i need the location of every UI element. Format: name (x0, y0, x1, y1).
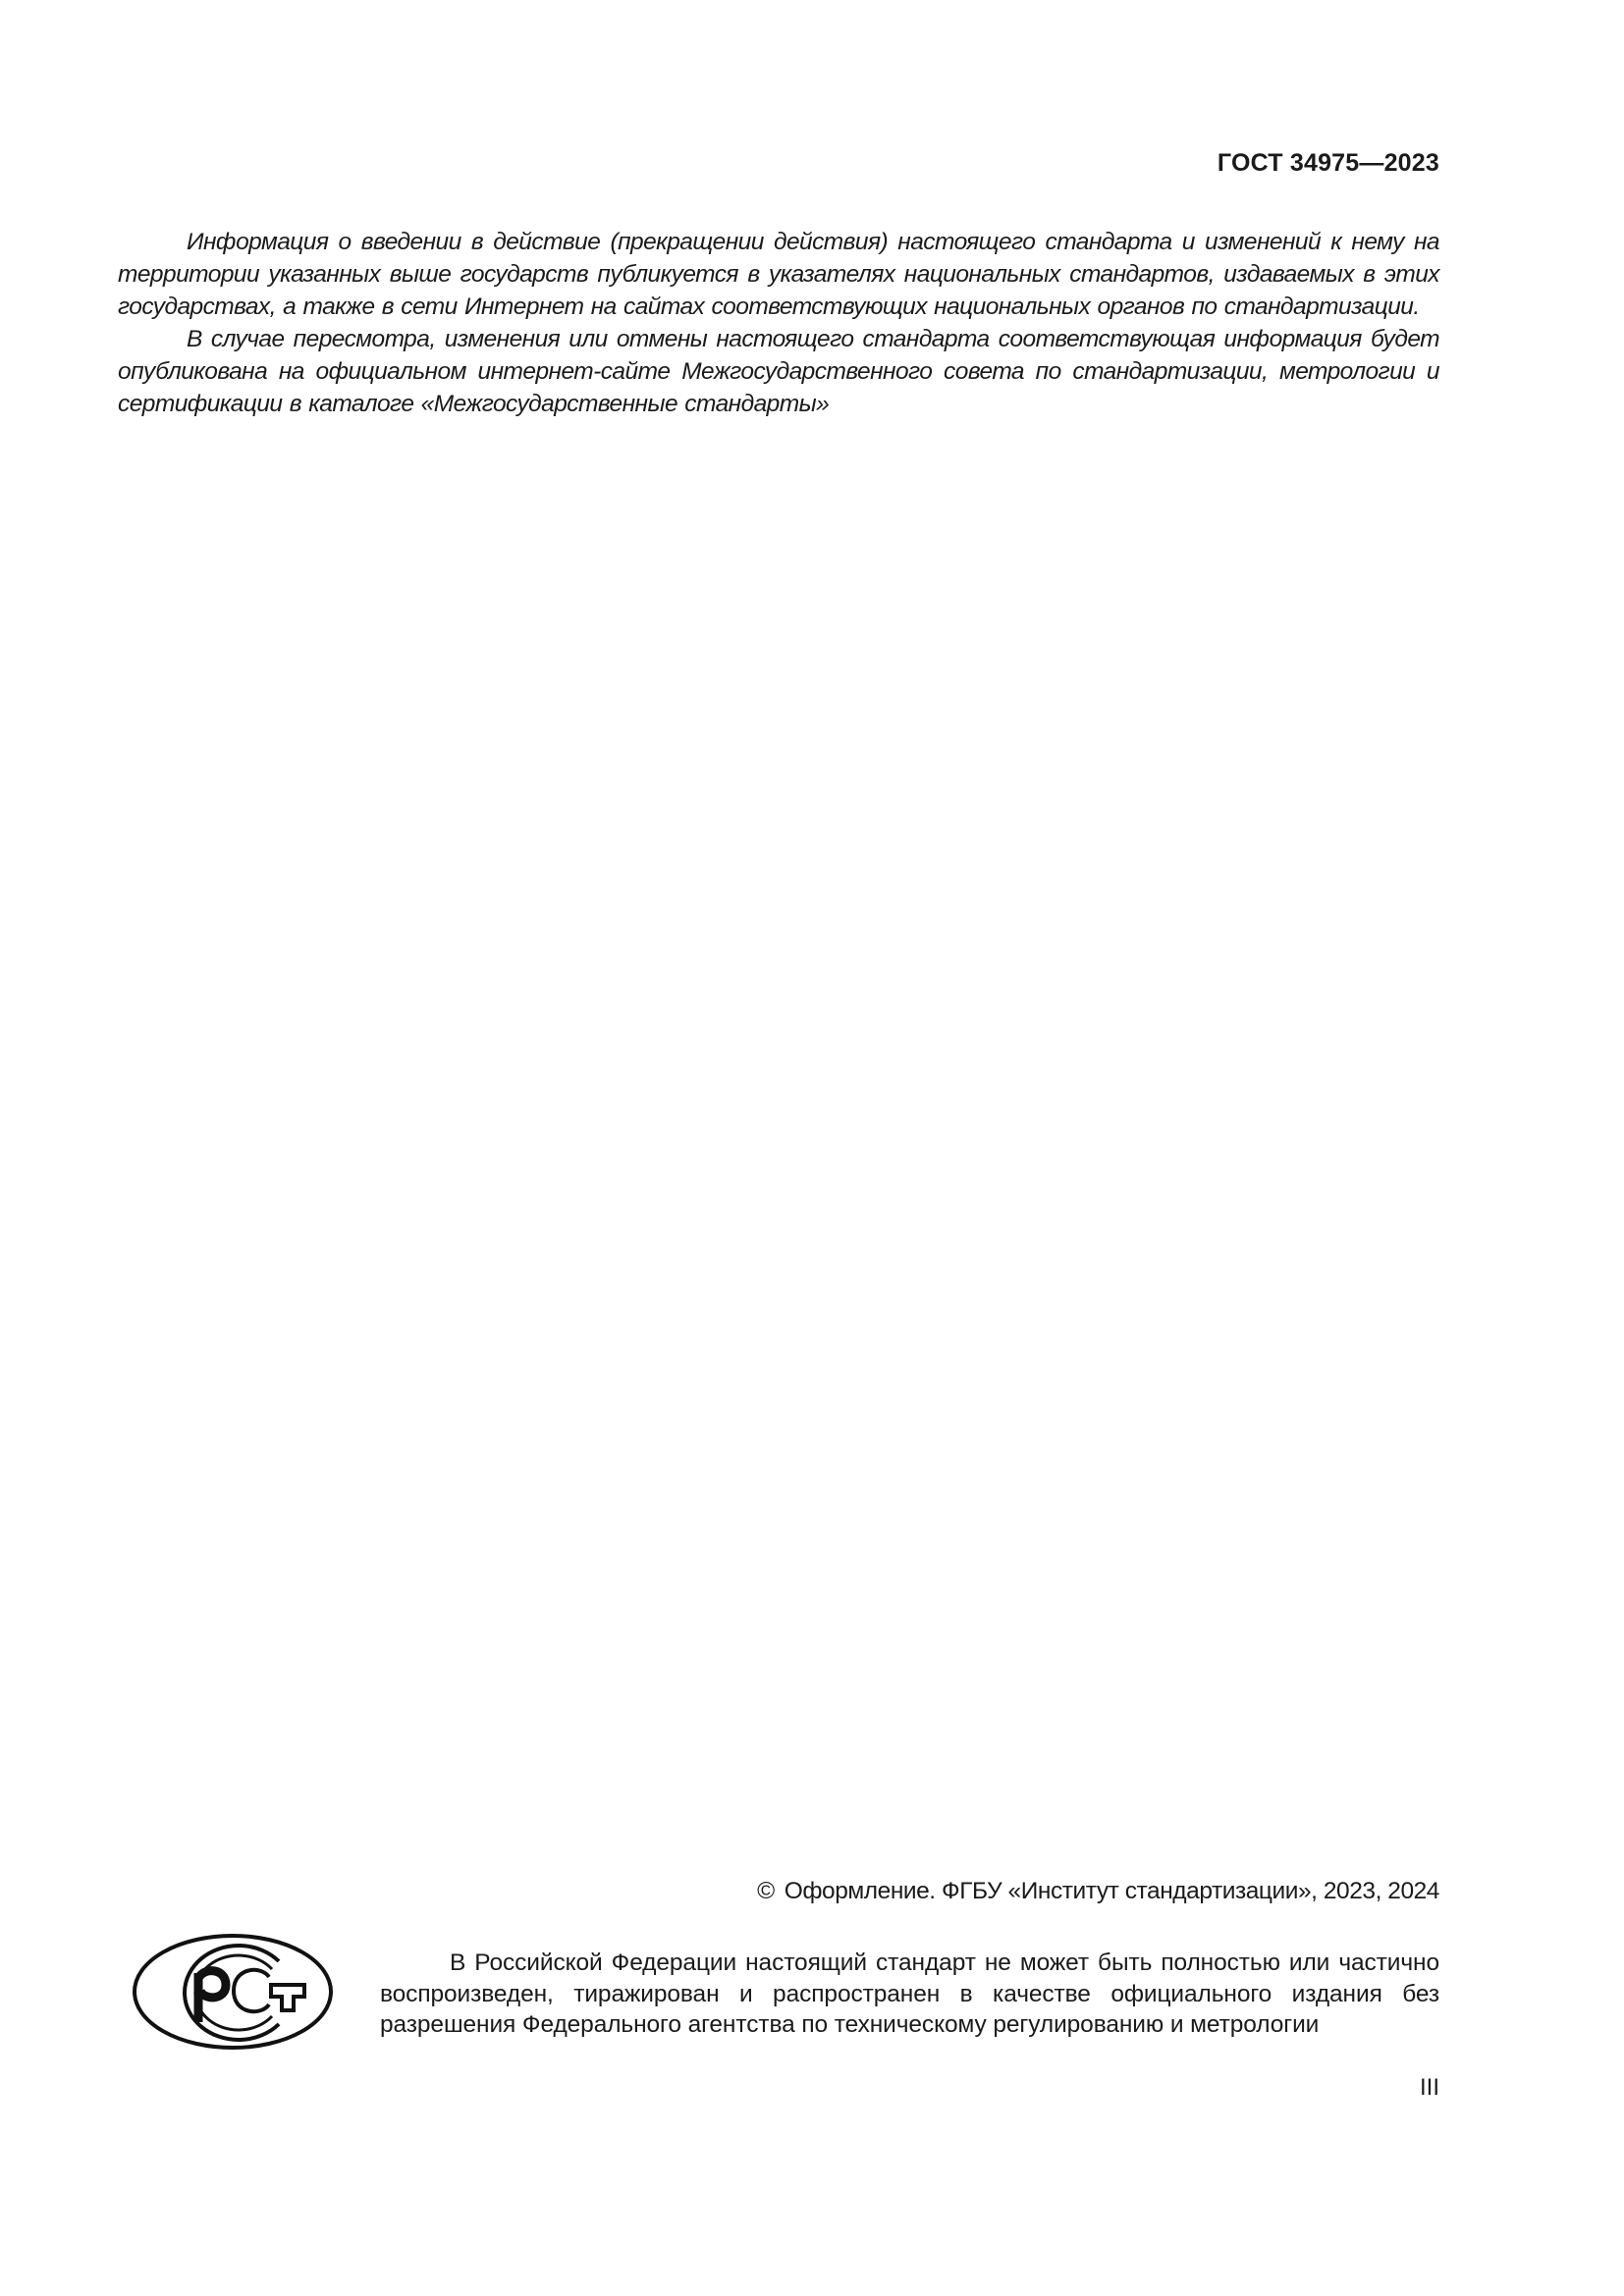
document-code: ГОСТ 34975—2023 (1217, 149, 1439, 177)
rights-notice-text: В Российской Федерации настоящий стандарт не может быть полностью или частично воспроизведен, тиражирован и распространен в качестве официального издания без разрешения Федерального агентства по техническому регулированию и метрологии (380, 1949, 1439, 2038)
intro-paragraph-publication-info: Информация о введении в действие (прекращении действия) настоящего стандарта и изменений к нему на территории указанных выше государств публикуется в указателях национальных стандартов, издаваемых в этих государствах, а также в сети Интернет на сайтах соответствующих национальных органов по стандартизации. (118, 229, 1439, 320)
copyright-line (757, 1877, 1439, 1906)
intro-paragraph-revision-info: В случае пересмотра, изменения или отмены настоящего стандарта соответствующая информация будет опубликована на официальном интернет-сайте Межгосударственного совета по стандартизации, метрологии и сертификации в каталоге «Межгосударственные стандарты» (118, 326, 1439, 417)
copyright-text: Оформление. ФГБУ «Институт стандартизации», 2023, 2024 (784, 1878, 1439, 1904)
copyright-icon: © (757, 1878, 775, 1904)
rst-certification-mark-icon (132, 1932, 334, 2052)
intro-section (118, 226, 1439, 420)
page-number: III (1419, 2074, 1439, 2101)
reproduction-rights-notice (380, 1948, 1439, 2041)
